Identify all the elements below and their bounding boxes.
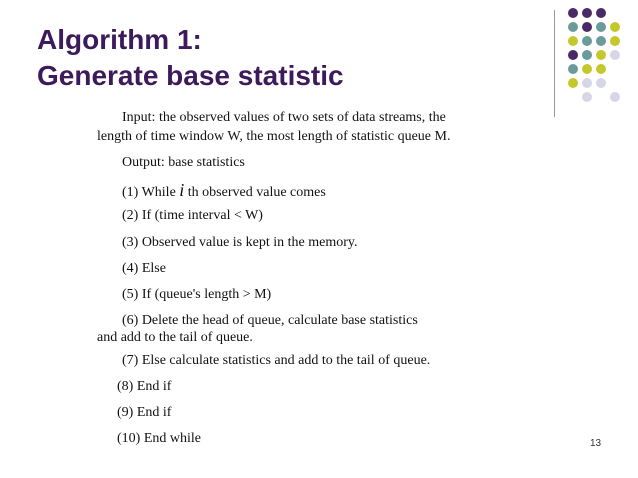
dot [610, 22, 620, 32]
step-5: (5) If (queue's length > M) [122, 287, 272, 302]
title-line-1: Algorithm 1: [37, 24, 202, 55]
dot [582, 92, 592, 102]
step-7: (7) Else calculate statistics and add to the tail of queue. [122, 353, 431, 368]
dot [582, 36, 592, 46]
dot [582, 64, 592, 74]
dot [582, 8, 592, 18]
title-line-2: Generate base statistic [37, 60, 344, 91]
dot [568, 64, 578, 74]
dot [582, 50, 592, 60]
dot [568, 8, 578, 18]
input-line-2: length of time window W, the most length of statistic queue M. [97, 129, 451, 144]
dot [596, 36, 606, 46]
vertical-divider [554, 10, 555, 117]
dot [610, 92, 620, 102]
dot [568, 78, 578, 88]
dot [582, 78, 592, 88]
slide-title [37, 22, 344, 94]
step-6-line-1: (6) Delete the head of queue, calculate base statistics [122, 313, 418, 328]
dot [610, 36, 620, 46]
page-number: 13 [590, 438, 602, 449]
dot [568, 50, 578, 60]
step-2: (2) If (time interval < W) [122, 208, 263, 223]
step-3: (3) Observed value is kept in the memory. [122, 235, 358, 250]
dot [582, 22, 592, 32]
dot [596, 64, 606, 74]
dot [610, 50, 620, 60]
step-6-line-2: and add to the tail of queue. [97, 330, 253, 345]
step-10: (10) End while [117, 431, 201, 446]
dot [596, 78, 606, 88]
dot [596, 22, 606, 32]
decorative-dot-grid [564, 8, 630, 104]
step-8: (8) End if [117, 379, 172, 394]
input-line-1: Input: the observed values of two sets of data streams, the [122, 110, 446, 125]
dot [568, 36, 578, 46]
dot [568, 22, 578, 32]
step-9: (9) End if [117, 405, 172, 420]
dot [596, 8, 606, 18]
step-1-suffix: th observed value comes [187, 185, 326, 200]
dot [596, 50, 606, 60]
step-1 [122, 180, 326, 201]
step-4: (4) Else [122, 261, 166, 276]
step-1-variable: i [179, 180, 185, 200]
step-1-prefix: (1) While [122, 185, 176, 200]
output-line: Output: base statistics [122, 155, 245, 170]
